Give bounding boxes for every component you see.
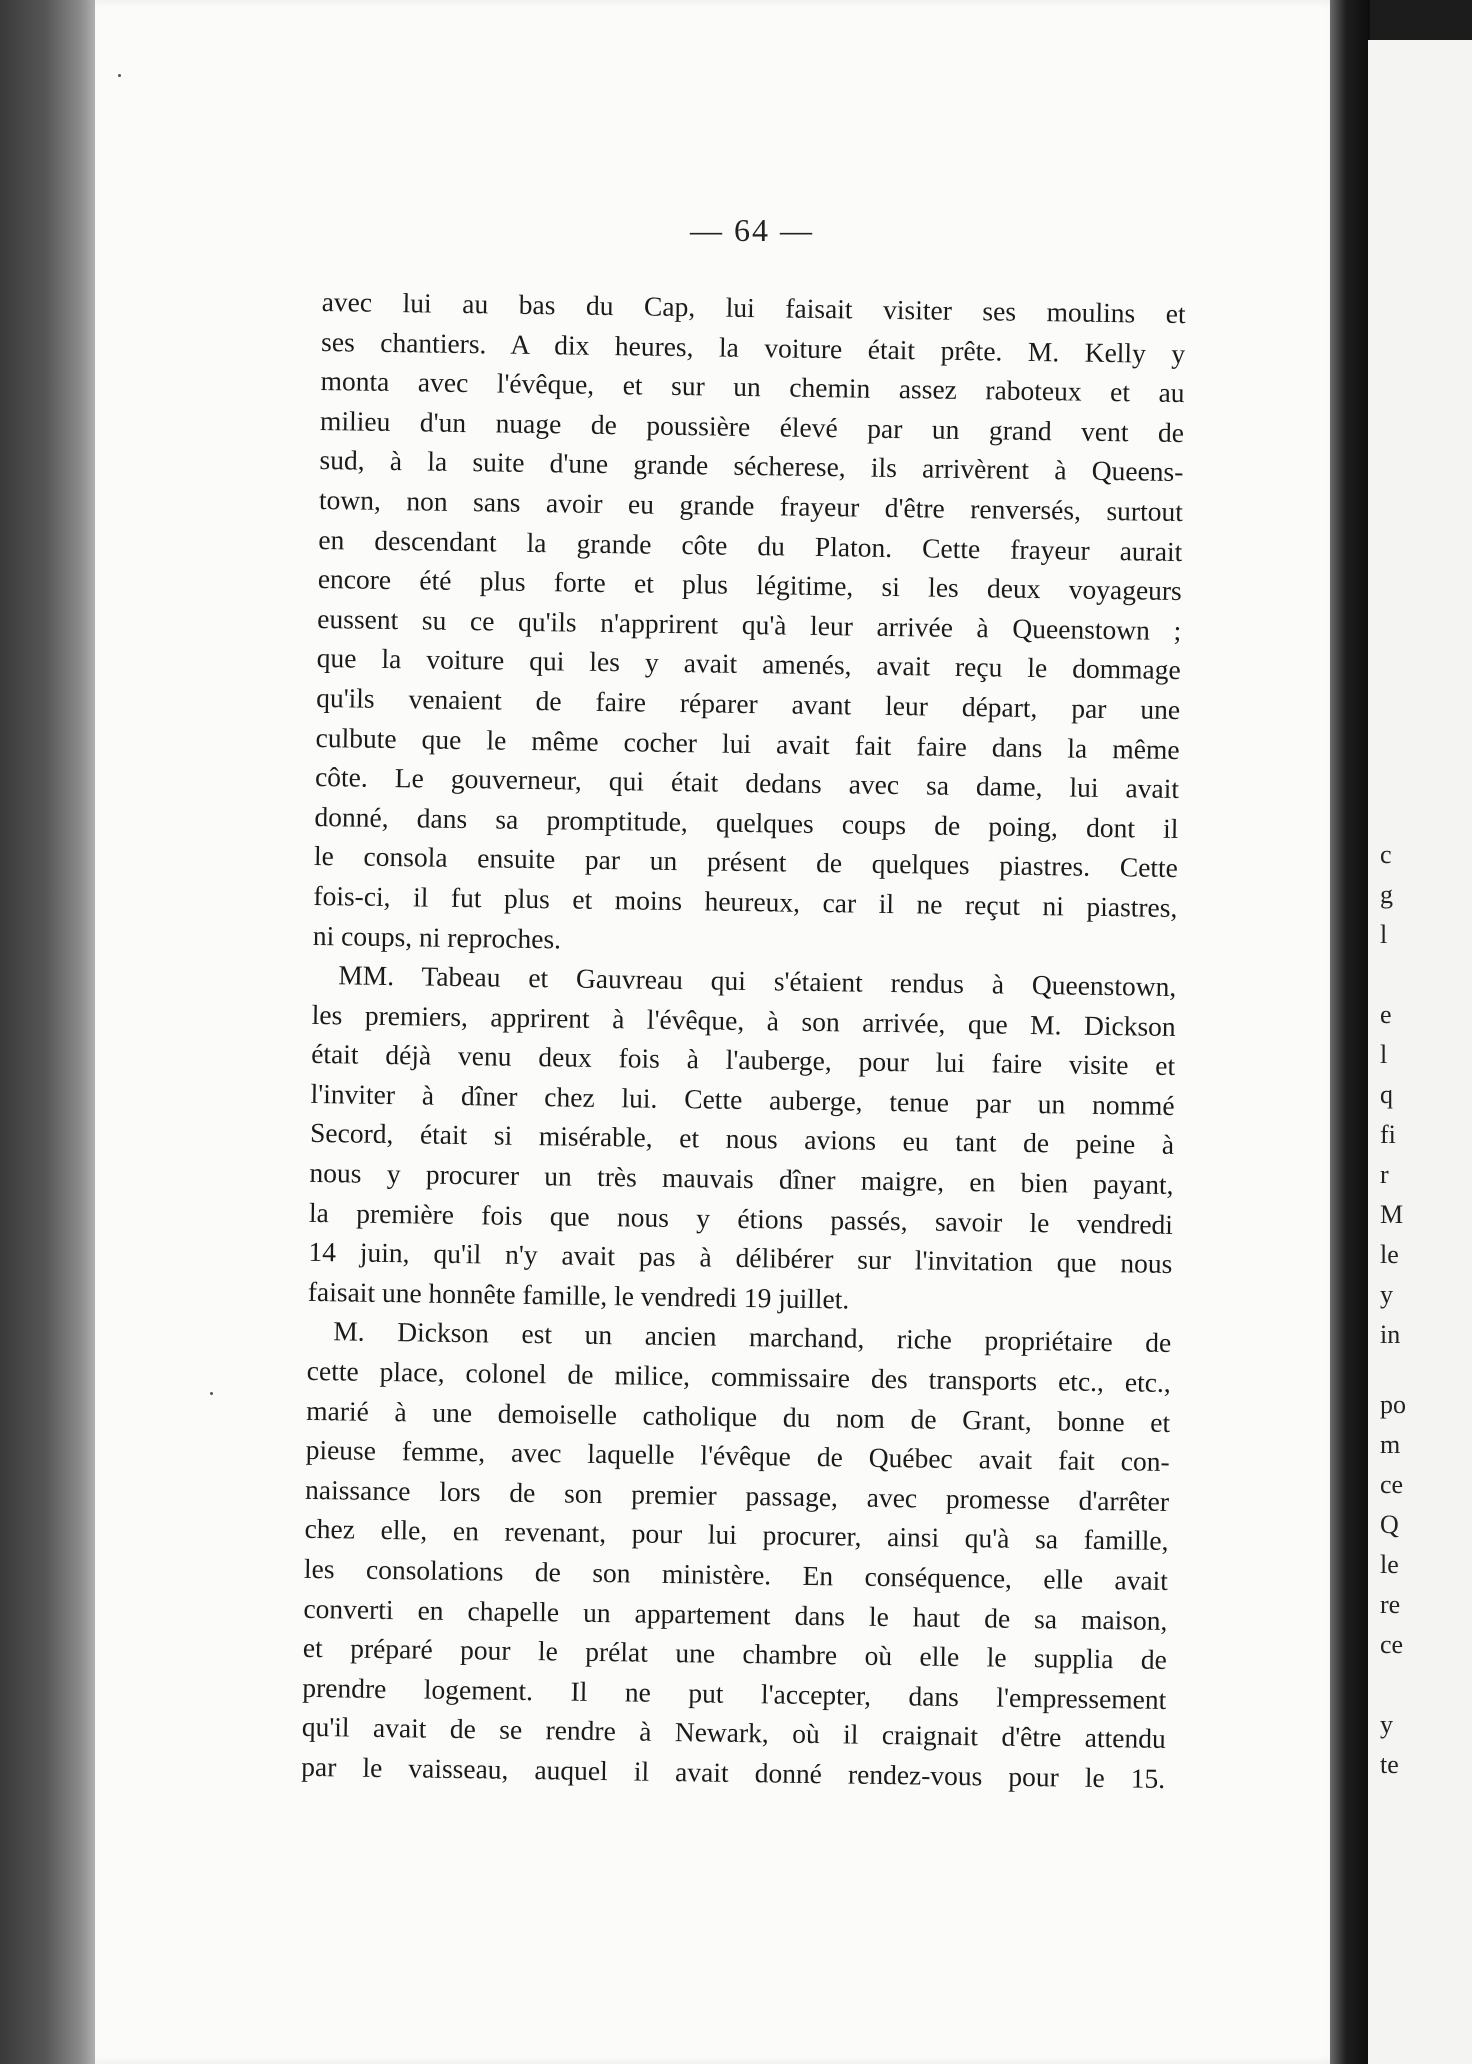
text-line: côte. Le gouverneur, qui était dedans avec sa dame, lui avait bbox=[314, 761, 1180, 805]
facing-page-fragment: re bbox=[1380, 1590, 1401, 1619]
facing-page-fragment: M bbox=[1380, 1200, 1404, 1229]
text-line: fois-ci, il fut plus et moins heureux, car il ne reçut ni piastres, bbox=[313, 879, 1178, 923]
text-line: ni coups, ni reproches. bbox=[312, 919, 562, 954]
left-binding-edge bbox=[0, 0, 100, 2064]
text-line: que la voiture qui les y avait amenés, avait reçu le dommage bbox=[316, 642, 1181, 686]
text-line: pieuse femme, avec laquelle l'évêque de Québec avait fait con- bbox=[305, 1434, 1170, 1478]
facing-page-fragment: y bbox=[1380, 1280, 1393, 1309]
text-line: par le vaisseau, auquel il avait donné rendez-vous pour le 15. bbox=[301, 1750, 1166, 1794]
text-line: milieu d'un nuage de poussière élevé par un grand vent de bbox=[319, 404, 1185, 448]
facing-page-fragment: fi bbox=[1380, 1120, 1396, 1149]
text-line: 14 juin, qu'il n'y avait pas à délibérer sur l'invitation que nous bbox=[308, 1236, 1173, 1280]
text-line: cette place, colonel de milice, commissaire des transports etc., etc., bbox=[306, 1354, 1171, 1398]
text-line: prendre logement. Il ne put l'accepter, dans l'empressement bbox=[302, 1671, 1167, 1715]
text-line: culbute que le même cocher lui avait fait faire dans la même bbox=[315, 721, 1180, 765]
text-line: chez elle, en revenant, pour lui procurer, ainsi qu'à sa famille, bbox=[304, 1513, 1169, 1557]
text-line: town, non sans avoir eu grande frayeur d'être renversés, surtout bbox=[318, 483, 1184, 528]
facing-page-fragment: r bbox=[1380, 1160, 1389, 1189]
facing-page-fragment: y bbox=[1380, 1710, 1393, 1739]
text-line: qu'ils venaient de faire réparer avant leur départ, par une bbox=[315, 681, 1181, 725]
scan-speck bbox=[210, 1392, 213, 1395]
text-line: qu'il avait de se rendre à Newark, où il craignait d'être attendu bbox=[301, 1711, 1166, 1755]
book-gutter bbox=[1330, 0, 1370, 2064]
page-body-text bbox=[301, 282, 1186, 1798]
facing-page-fragment: l bbox=[1380, 920, 1388, 949]
text-line: les premiers, apprirent à l'évêque, à son arrivée, que M. Dickson bbox=[311, 998, 1176, 1042]
text-line: donné, dans sa promptitude, quelques coups de poing, dont il bbox=[314, 800, 1179, 844]
facing-page-fragment: l bbox=[1380, 1040, 1388, 1069]
text-line: avec lui au bas du Cap, lui faisait visiter ses moulins et bbox=[321, 285, 1186, 330]
text-line: nous y procurer un très mauvais dîner maigre, en bien payant, bbox=[309, 1156, 1174, 1201]
facing-page-fragment: c bbox=[1380, 840, 1392, 869]
facing-page-fragment: Q bbox=[1380, 1510, 1399, 1539]
facing-page-edge bbox=[1368, 40, 1472, 2064]
text-line: faisait une honnête famille, le vendredi 19 juillet. bbox=[307, 1275, 850, 1315]
text-line: ses chantiers. A dix heures, la voiture était prête. M. Kelly y bbox=[320, 325, 1186, 369]
facing-page-fragment: le bbox=[1380, 1240, 1399, 1269]
text-line: l'inviter à dîner chez lui. Cette auberge, tenue par un nommé bbox=[310, 1077, 1175, 1121]
text-line: M. Dickson est un ancien marchand, riche propriétaire de bbox=[333, 1315, 1172, 1359]
text-line: le consola ensuite par un présent de quelques piastres. Cette bbox=[313, 840, 1179, 884]
facing-page-fragment: te bbox=[1380, 1750, 1399, 1779]
text-line: sud, à la suite d'une grande sécherese, ils arrivèrent à Queens- bbox=[319, 444, 1184, 488]
facing-page-fragment: ce bbox=[1380, 1630, 1404, 1659]
facing-page-fragment: q bbox=[1380, 1080, 1393, 1109]
text-line: encore été plus forte et plus légitime, si les deux voyageurs bbox=[317, 563, 1182, 607]
text-line: eussent su ce qu'ils n'apprirent qu'à leur arrivée à Queenstown ; bbox=[317, 602, 1182, 646]
facing-page-fragment: g bbox=[1380, 880, 1393, 909]
text-line: en descendant la grande côte du Platon. Cette frayeur aurait bbox=[318, 523, 1183, 567]
page-number: — 64 — bbox=[690, 212, 814, 248]
text-line: la première fois que nous y étions passés, savoir le vendredi bbox=[308, 1196, 1174, 1240]
facing-page-fragment: po bbox=[1380, 1390, 1406, 1419]
facing-page-fragment: e bbox=[1380, 1000, 1392, 1029]
text-line: converti en chapelle un appartement dans le haut de sa maison, bbox=[303, 1592, 1168, 1636]
text-line: monta avec l'évêque, et sur un chemin assez raboteux et au bbox=[320, 365, 1185, 409]
scan-speck bbox=[118, 74, 121, 77]
facing-page-fragment: ce bbox=[1380, 1470, 1404, 1499]
facing-page-fragment: le bbox=[1380, 1550, 1399, 1579]
facing-page-fragment: in bbox=[1380, 1320, 1401, 1349]
text-line: MM. Tabeau et Gauvreau qui s'étaient rendus à Queenstown, bbox=[338, 959, 1177, 1003]
text-line: et préparé pour le prélat une chambre où elle le supplia de bbox=[302, 1632, 1168, 1676]
text-line: les consolations de son ministère. En conséquence, elle avait bbox=[303, 1552, 1169, 1596]
text-line: naissance lors de son premier passage, avec promesse d'arrêter bbox=[304, 1473, 1170, 1517]
text-line: était déjà venu deux fois à l'auberge, pour lui faire visite et bbox=[311, 1038, 1176, 1082]
text-line: Secord, était si misérable, et nous avions eu tant de peine à bbox=[309, 1117, 1175, 1161]
text-line: marié à une demoiselle catholique du nom de Grant, bonne et bbox=[306, 1394, 1171, 1438]
facing-page-fragment: m bbox=[1380, 1430, 1401, 1459]
